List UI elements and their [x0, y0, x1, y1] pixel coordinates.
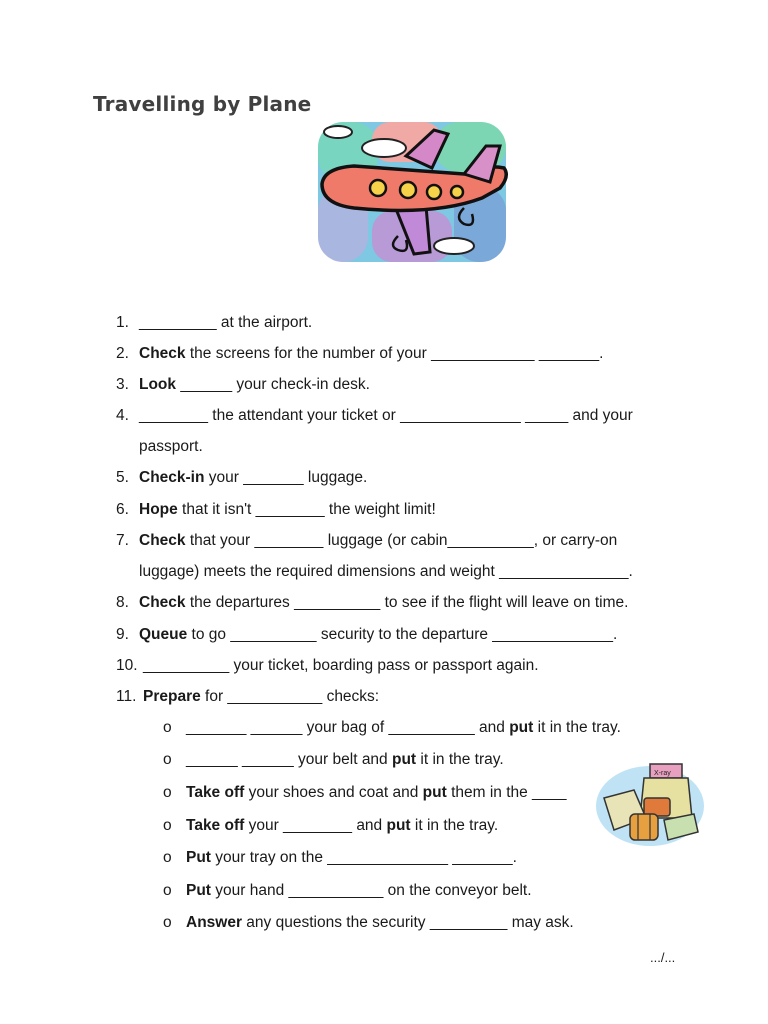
sublist-item-text: Take off your ________ and put it in the tray.	[186, 817, 499, 834]
list-item-text: Check-in your _______ luggage.	[139, 469, 368, 486]
keyword: Take off	[186, 784, 245, 801]
keyword: put	[386, 817, 411, 834]
sublist-item-marker: o	[163, 817, 172, 834]
list-item-text: Check the screens for the number of your ____________ _______.	[139, 345, 604, 362]
keyword: Prepare	[143, 688, 201, 705]
keyword: Check-in	[139, 469, 205, 486]
keyword: Check	[139, 532, 186, 549]
keyword: Hope	[139, 501, 178, 518]
list-item-text: Queue to go __________ security to the departure ______________.	[139, 626, 618, 643]
xray-machine-clipart	[594, 758, 706, 850]
list-item-text: _________ at the airport.	[139, 314, 313, 331]
sublist-item-marker: o	[163, 751, 172, 768]
sublist-item-marker: o	[163, 719, 172, 736]
list-item-marker: 7.	[116, 532, 129, 549]
xray-sign-text: X-ray	[654, 770, 671, 777]
list-item-text: __________ your ticket, boarding pass or passport again.	[143, 657, 539, 674]
keyword: Take off	[186, 817, 245, 834]
keyword: put	[509, 719, 534, 736]
sublist-item-marker: o	[163, 849, 172, 866]
sublist-item-text: _______ ______ your bag of __________ and put it in the tray.	[186, 719, 621, 736]
keyword: Put	[186, 849, 211, 866]
keyword: Put	[186, 882, 211, 899]
list-item-marker: 11.	[116, 688, 137, 705]
sublist-item-text: Take off your shoes and coat and put them in the ____	[186, 784, 567, 801]
page-title: Travelling by Plane	[93, 92, 312, 116]
airplane-clipart	[314, 116, 510, 266]
keyword: Queue	[139, 626, 188, 643]
sublist-item-text: Answer any questions the security _________ may ask.	[186, 914, 574, 931]
keyword: Check	[139, 594, 186, 611]
keyword: Answer	[186, 914, 242, 931]
list-item-marker: 8.	[116, 594, 129, 611]
list-item-marker: 3.	[116, 376, 129, 393]
list-item-text: Hope that it isn't ________ the weight limit!	[139, 501, 436, 518]
sublist-item-marker: o	[163, 914, 172, 931]
keyword: Look	[139, 376, 177, 393]
sublist-item-marker: o	[163, 882, 172, 899]
list-item-text: ________ the attendant your ticket or ______________ _____ and your	[139, 407, 633, 424]
list-item-marker: 6.	[116, 501, 129, 518]
list-item-text: passport.	[139, 438, 203, 455]
page-continuation: .../...	[650, 950, 676, 965]
list-item-marker: 5.	[116, 469, 129, 486]
sublist-item-text: Put your hand ___________ on the conveyor belt.	[186, 882, 532, 899]
sublist-item-text: ______ ______ your belt and put it in the tray.	[186, 751, 504, 768]
keyword: put	[391, 751, 417, 768]
keyword: put	[422, 784, 447, 801]
list-item-marker: 9.	[116, 626, 129, 643]
list-item-text: Check the departures __________ to see if the flight will leave on time.	[139, 594, 629, 611]
list-item-marker: 4.	[116, 407, 129, 424]
list-item-text: Look ______ your check-in desk.	[139, 376, 370, 393]
list-item-marker: 10.	[116, 657, 138, 674]
list-item-marker: 2.	[116, 345, 129, 362]
keyword: Check	[139, 345, 186, 362]
list-item-text: luggage) meets the required dimensions and weight _______________.	[139, 563, 633, 580]
list-item-text: Check that your ________ luggage (or cabin__________, or carry-on	[139, 532, 618, 549]
list-item-marker: 1.	[116, 314, 129, 331]
list-item-text: Prepare for ___________ checks:	[143, 688, 380, 705]
sublist-item-text: Put your tray on the ______________ _______.	[186, 849, 517, 866]
sublist-item-marker: o	[163, 784, 172, 801]
